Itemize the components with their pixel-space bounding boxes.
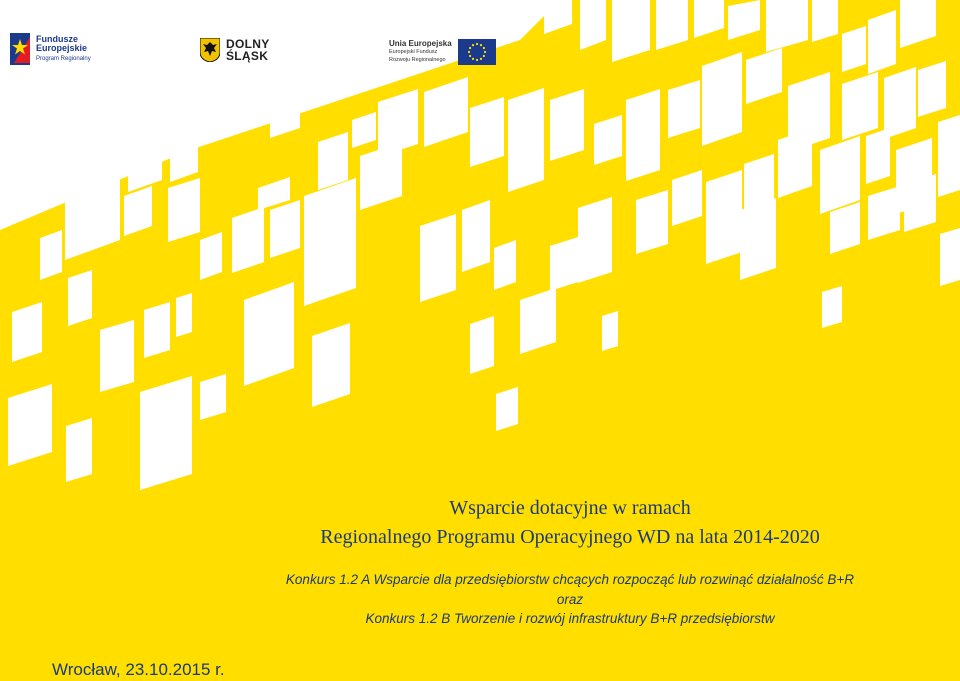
window-shape xyxy=(740,198,776,280)
eu-funds-star-icon xyxy=(10,33,30,65)
window-shape xyxy=(40,230,62,280)
window-shape xyxy=(304,178,356,306)
title-line1: Wsparcie dotacyjne w ramach xyxy=(449,497,691,519)
window-shape xyxy=(318,132,348,190)
window-shape xyxy=(66,418,92,482)
window-shape xyxy=(176,293,192,337)
window-shape xyxy=(578,197,612,283)
dolny-slask-logo xyxy=(200,38,270,62)
window-shape xyxy=(508,88,544,192)
window-shape xyxy=(232,207,264,273)
unia-text xyxy=(389,40,452,64)
window-shape xyxy=(200,232,222,280)
window-shape xyxy=(65,140,120,260)
window-shape xyxy=(788,72,830,152)
unia-line1: Unia Europejska xyxy=(389,39,452,48)
window-shape xyxy=(462,200,490,272)
fundusze-line2: Europejskie xyxy=(36,42,88,53)
unia-europejska-logo xyxy=(389,39,496,65)
window-shape xyxy=(602,311,618,351)
eu-flag-icon xyxy=(458,39,496,65)
unia-line3: Rozwoju Regionalnego xyxy=(389,57,446,63)
window-shape xyxy=(550,89,584,161)
subtitle-line2: oraz xyxy=(556,592,584,607)
dolny-slask-line2: ŚLĄSK xyxy=(226,49,269,63)
window-shape xyxy=(884,67,916,139)
window-shape xyxy=(668,80,700,138)
window-shape xyxy=(12,302,42,362)
window-shape xyxy=(626,89,660,181)
window-shape xyxy=(420,214,456,302)
window-shape xyxy=(904,174,936,232)
window-shape xyxy=(244,282,294,386)
window-shape xyxy=(550,237,578,291)
subtitle-line1: Konkurs 1.2 A Wsparcie dla przedsiębiorstw chcących rozpocząć lub rozwinąć działalność B+R xyxy=(285,572,855,587)
window-shape xyxy=(494,240,516,290)
window-shape xyxy=(866,128,890,184)
window-shape xyxy=(842,72,878,140)
fundusze-text xyxy=(36,35,91,64)
window-shape xyxy=(312,323,350,407)
unia-line2: Europejski Fundusz xyxy=(389,49,438,55)
window-shape xyxy=(842,26,866,72)
window-shape xyxy=(636,190,668,254)
fundusze-line1: Fundusze xyxy=(36,33,78,44)
window-shape xyxy=(940,228,960,286)
subtitle-line3: Konkurs 1.2 B Tworzenie i rozwój infrastruktury B+R przedsiębiorstw xyxy=(365,611,775,626)
window-shape xyxy=(8,384,52,466)
footer-date: Wrocław, 23.10.2015 r. xyxy=(52,660,225,679)
window-shape xyxy=(100,320,134,392)
window-shape xyxy=(702,52,742,146)
window-shape xyxy=(706,170,742,264)
window-shape xyxy=(918,61,946,117)
window-shape xyxy=(470,97,504,167)
window-shape xyxy=(496,387,518,431)
window-shape xyxy=(270,200,300,258)
window-shape xyxy=(822,286,842,328)
window-shape xyxy=(168,178,200,242)
window-shape xyxy=(68,270,92,326)
window-shape xyxy=(868,10,896,74)
dolny-slask-line1: DOLNY xyxy=(226,37,270,51)
window-shape xyxy=(170,122,198,182)
window-shape xyxy=(140,376,192,490)
window-shape xyxy=(938,115,960,197)
fundusze-line3: Program Regionalny xyxy=(36,55,91,62)
window-shape xyxy=(144,302,170,358)
fundusze-europejskie-logo xyxy=(10,33,91,65)
window-shape xyxy=(470,316,494,374)
eagle-shield-icon xyxy=(200,38,220,62)
window-shape xyxy=(200,374,226,420)
title-line2: Regionalnego Programu Operacyjnego WD na lata 2014-2020 xyxy=(320,526,820,548)
dolny-slask-text xyxy=(226,38,270,62)
